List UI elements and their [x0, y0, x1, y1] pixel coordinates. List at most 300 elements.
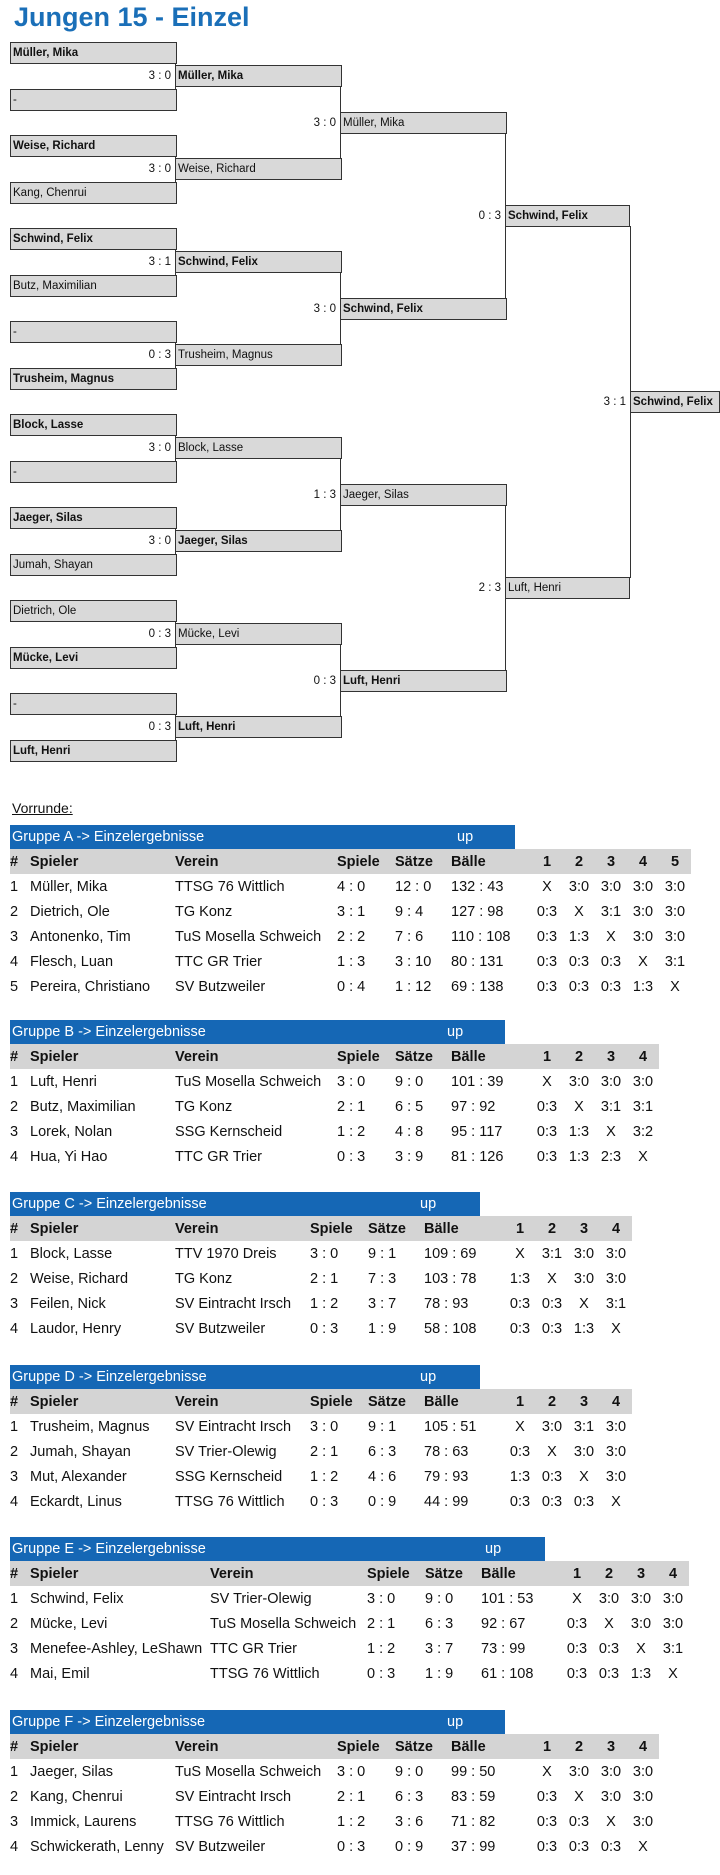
club-cell: TG Konz: [175, 903, 233, 920]
group-results-table: [10, 1389, 632, 1514]
club-cell: TG Konz: [175, 1098, 233, 1115]
table-cell: 1:3: [568, 928, 590, 945]
table-cell: X: [638, 1838, 648, 1855]
column-header: Sätze: [425, 1561, 481, 1586]
column-header: #: [10, 849, 30, 874]
column-header: #: [10, 1389, 30, 1414]
table-cell: 1 : 9: [425, 1665, 454, 1682]
table-cell: 0:3: [509, 1320, 531, 1337]
column-header: Spieler: [30, 1216, 175, 1241]
up-link[interactable]: up: [485, 1541, 502, 1557]
table-row: [10, 1094, 659, 1119]
club-cell: TTSG 76 Wittlich: [175, 878, 285, 895]
table-cell: 2: [10, 1615, 19, 1632]
table-cell: X: [542, 1763, 552, 1780]
bracket-player-box: -: [10, 461, 177, 483]
bracket-connector: [175, 342, 176, 369]
table-cell: 3:1: [662, 1640, 684, 1657]
bracket-player-box: Luft, Henri: [175, 716, 342, 738]
player-name-cell: Laudor, Henry: [30, 1320, 122, 1337]
table-cell: 3:0: [573, 1443, 595, 1460]
table-cell: 1: [10, 878, 19, 895]
player-name-cell: Schwickerath, Lenny: [30, 1838, 164, 1855]
table-row: [10, 1119, 659, 1144]
bracket-player-box: Trusheim, Magnus: [10, 368, 177, 390]
column-header: Verein: [175, 1216, 310, 1241]
table-cell: 1 : 2: [310, 1295, 339, 1312]
column-header: 2: [536, 1216, 568, 1241]
table-cell: 3:0: [541, 1418, 563, 1435]
table-header-row: [10, 1389, 632, 1414]
table-cell: 3:0: [632, 878, 654, 895]
table-cell: 1:3: [568, 1123, 590, 1140]
table-cell: X: [636, 1640, 646, 1657]
table-cell: 9 : 4: [395, 903, 424, 920]
bracket-connector: [340, 86, 341, 159]
club-cell: TuS Mosella Schweich: [210, 1615, 357, 1632]
column-header: 4: [627, 1044, 659, 1069]
table-cell: 3 : 10: [395, 953, 432, 970]
table-cell: 1:3: [573, 1320, 595, 1337]
bracket-player-box: Trusheim, Magnus: [175, 344, 342, 366]
table-cell: 3 : 0: [367, 1590, 396, 1607]
player-name-cell: Dietrich, Ole: [30, 903, 110, 920]
table-cell: 101 : 53: [481, 1590, 534, 1607]
table-cell: 0:3: [568, 978, 590, 995]
table-cell: 3:0: [630, 1590, 652, 1607]
table-cell: 0 : 9: [395, 1838, 424, 1855]
bracket-player-box: Jaeger, Silas: [340, 484, 507, 506]
table-row: [10, 1069, 659, 1094]
player-name-cell: Mut, Alexander: [30, 1468, 127, 1485]
table-cell: 0:3: [541, 1320, 563, 1337]
column-header: Spiele: [337, 849, 395, 874]
table-cell: 3:1: [541, 1245, 563, 1262]
table-cell: X: [547, 1443, 557, 1460]
table-cell: 0:3: [598, 1665, 620, 1682]
group-header: [10, 1365, 480, 1389]
club-cell: SV Butzweiler: [175, 978, 266, 995]
table-row: [10, 1759, 659, 1784]
column-header: Spiele: [310, 1389, 368, 1414]
player-name-cell: Luft, Henri: [30, 1073, 97, 1090]
column-header: Sätze: [395, 1044, 451, 1069]
club-cell: SV Eintracht Irsch: [175, 1295, 292, 1312]
table-cell: 1:3: [509, 1270, 531, 1287]
table-cell: 1 : 2: [367, 1640, 396, 1657]
bracket-player-box: Mücke, Levi: [175, 623, 342, 645]
table-cell: 3:0: [568, 878, 590, 895]
table-cell: 0 : 4: [337, 978, 366, 995]
club-cell: TG Konz: [175, 1270, 233, 1287]
table-cell: 3:1: [600, 1098, 622, 1115]
table-cell: 6 : 3: [368, 1443, 397, 1460]
column-header: 2: [593, 1561, 625, 1586]
bracket-player-box: Schwind, Felix: [340, 298, 507, 320]
bracket-player-box: -: [10, 89, 177, 111]
table-cell: X: [670, 978, 680, 995]
table-cell: X: [515, 1245, 525, 1262]
table-cell: 3: [10, 1640, 19, 1657]
club-cell: SV Trier-Olewig: [210, 1590, 312, 1607]
bracket-match-score: 0 : 3: [313, 674, 336, 687]
bracket-connector: [175, 528, 176, 555]
column-header: 3: [625, 1561, 657, 1586]
bracket-connector: [340, 458, 341, 531]
table-cell: 4: [10, 1838, 19, 1855]
bracket-player-box: Schwind, Felix: [505, 205, 630, 227]
bracket-player-box: Schwind, Felix: [175, 251, 342, 273]
page-title: Jungen 15 - Einzel: [14, 2, 250, 32]
bracket-connector: [175, 156, 176, 183]
up-link[interactable]: up: [420, 1369, 437, 1385]
club-cell: TTSG 76 Wittlich: [175, 1813, 285, 1830]
club-cell: SV Butzweiler: [175, 1320, 266, 1337]
table-cell: 4: [10, 953, 19, 970]
column-header: Bälle: [481, 1561, 561, 1586]
club-cell: SV Eintracht Irsch: [175, 1418, 292, 1435]
column-header: Verein: [175, 1389, 310, 1414]
table-cell: 2: [10, 1270, 19, 1287]
table-cell: X: [606, 928, 616, 945]
table-cell: 3:0: [568, 1073, 590, 1090]
bracket-connector: [175, 435, 176, 462]
player-name-cell: Feilen, Nick: [30, 1295, 106, 1312]
column-header: Verein: [175, 849, 337, 874]
table-cell: 101 : 39: [451, 1073, 504, 1090]
column-header: Spieler: [30, 1389, 175, 1414]
column-header: Sätze: [395, 1734, 451, 1759]
group-block: [10, 1192, 632, 1341]
table-cell: X: [579, 1295, 589, 1312]
table-row: [10, 1464, 632, 1489]
table-row: [10, 1636, 689, 1661]
bracket-match-score: 3 : 0: [148, 70, 171, 83]
table-cell: 3:1: [664, 953, 686, 970]
bracket-connector: [175, 714, 176, 741]
table-cell: 37 : 99: [451, 1838, 496, 1855]
bracket-match-score: 3 : 0: [313, 116, 336, 129]
table-cell: 109 : 69: [424, 1245, 477, 1262]
table-cell: 9 : 0: [395, 1763, 424, 1780]
table-cell: 0:3: [541, 1295, 563, 1312]
column-header: 3: [568, 1389, 600, 1414]
table-cell: 3 : 9: [395, 1148, 424, 1165]
table-cell: 0:3: [568, 1838, 590, 1855]
column-header: 2: [563, 849, 595, 874]
group-results-table: [10, 1044, 659, 1169]
table-cell: 3: [10, 928, 19, 945]
column-header: 1: [531, 1044, 563, 1069]
table-cell: 0:3: [536, 928, 558, 945]
table-cell: X: [515, 1418, 525, 1435]
table-cell: 69 : 138: [451, 978, 504, 995]
bracket-player-box: Block, Lasse: [175, 437, 342, 459]
group-header: [10, 825, 515, 849]
player-name-cell: Müller, Mika: [30, 878, 108, 895]
table-cell: 0:3: [598, 1640, 620, 1657]
table-cell: 7 : 3: [368, 1270, 397, 1287]
column-header: #: [10, 1561, 30, 1586]
group-header: [10, 1020, 505, 1044]
table-header-row: [10, 1216, 632, 1241]
table-cell: 1:3: [632, 978, 654, 995]
bracket-match-score: 2 : 3: [478, 581, 501, 594]
table-cell: 58 : 108: [424, 1320, 477, 1337]
table-cell: 3:0: [662, 1615, 684, 1632]
column-header: Bälle: [424, 1389, 504, 1414]
table-cell: 3:0: [605, 1468, 627, 1485]
bracket-match-score: 3 : 0: [148, 442, 171, 455]
player-name-cell: Eckardt, Linus: [30, 1493, 122, 1510]
table-cell: 6 : 3: [395, 1788, 424, 1805]
bracket-match-score: 3 : 0: [313, 302, 336, 315]
table-cell: 83 : 59: [451, 1788, 496, 1805]
table-row: [10, 874, 691, 899]
table-cell: 3:0: [605, 1418, 627, 1435]
up-link[interactable]: up: [447, 1024, 464, 1040]
table-cell: 3:0: [568, 1763, 590, 1780]
table-cell: 6 : 3: [425, 1615, 454, 1632]
bracket-connector: [175, 621, 176, 648]
table-cell: 3: [10, 1123, 19, 1140]
table-row: [10, 1439, 632, 1464]
column-header: Bälle: [451, 1734, 531, 1759]
table-cell: 3:0: [664, 928, 686, 945]
table-cell: 3:0: [600, 878, 622, 895]
column-header: 4: [657, 1561, 689, 1586]
group-block: [10, 1020, 659, 1169]
table-cell: 1 : 2: [337, 1813, 366, 1830]
up-link[interactable]: up: [447, 1714, 464, 1730]
club-cell: TuS Mosella Schweich: [175, 1073, 322, 1090]
table-cell: 0 : 3: [367, 1665, 396, 1682]
table-cell: 0:3: [568, 953, 590, 970]
table-cell: 0:3: [509, 1295, 531, 1312]
up-link[interactable]: up: [420, 1196, 437, 1212]
table-cell: 9 : 0: [395, 1073, 424, 1090]
player-name-cell: Menefee-Ashley, LeShawn: [30, 1640, 203, 1657]
table-row: [10, 1489, 632, 1514]
bracket-player-box: Butz, Maximilian: [10, 275, 177, 297]
player-name-cell: Immick, Laurens: [30, 1813, 137, 1830]
table-cell: 0 : 3: [337, 1838, 366, 1855]
group-title-link[interactable]: Gruppe C -> Einzelergebnisse: [12, 1196, 207, 1212]
table-row: [10, 1414, 632, 1439]
table-cell: 3:0: [662, 1590, 684, 1607]
column-header: Spiele: [310, 1216, 368, 1241]
table-cell: 2: [10, 1788, 19, 1805]
bracket-connector: [340, 272, 341, 345]
player-name-cell: Flesch, Luan: [30, 953, 114, 970]
table-cell: 3:0: [605, 1443, 627, 1460]
club-cell: TTSG 76 Wittlich: [175, 1493, 285, 1510]
bracket-connector: [630, 226, 631, 578]
group-title-link[interactable]: Gruppe A -> Einzelergebnisse: [12, 829, 205, 845]
table-cell: 0 : 9: [368, 1493, 397, 1510]
table-cell: 132 : 43: [451, 878, 504, 895]
bracket-match-score: 3 : 0: [148, 163, 171, 176]
table-cell: 78 : 63: [424, 1443, 469, 1460]
table-cell: 1: [10, 1590, 19, 1607]
table-cell: 0 : 3: [310, 1493, 339, 1510]
table-cell: 12 : 0: [395, 878, 432, 895]
vorrunde-label: Vorrunde:: [12, 800, 73, 816]
bracket-player-box: Schwind, Felix: [10, 228, 177, 250]
table-cell: 97 : 92: [451, 1098, 496, 1115]
table-cell: 81 : 126: [451, 1148, 504, 1165]
table-cell: 2 : 1: [337, 1098, 366, 1115]
table-cell: 0:3: [568, 1813, 590, 1830]
bracket-player-box: Luft, Henri: [505, 577, 630, 599]
table-cell: 3 : 0: [310, 1418, 339, 1435]
table-cell: 3:0: [632, 928, 654, 945]
table-cell: 2 : 1: [337, 1788, 366, 1805]
bracket-match-score: 0 : 3: [148, 721, 171, 734]
column-header: 3: [595, 849, 627, 874]
table-cell: 0:3: [573, 1493, 595, 1510]
bracket-player-box: Jaeger, Silas: [175, 530, 342, 552]
table-row: [10, 974, 691, 999]
table-cell: 4: [10, 1148, 19, 1165]
table-cell: 4: [10, 1320, 19, 1337]
table-cell: 79 : 93: [424, 1468, 469, 1485]
table-cell: 4: [10, 1665, 19, 1682]
bracket-match-score: 3 : 1: [148, 256, 171, 269]
table-cell: 73 : 99: [481, 1640, 526, 1657]
player-name-cell: Mai, Emil: [30, 1665, 90, 1682]
table-row: [10, 1809, 659, 1834]
group-header: [10, 1192, 480, 1216]
table-cell: X: [668, 1665, 678, 1682]
bracket-connector: [175, 63, 176, 90]
table-cell: 1 : 12: [395, 978, 432, 995]
column-header: 3: [568, 1216, 600, 1241]
table-cell: 3:0: [600, 1788, 622, 1805]
club-cell: TuS Mosella Schweich: [175, 1763, 322, 1780]
table-cell: 44 : 99: [424, 1493, 469, 1510]
column-header: Spiele: [367, 1561, 425, 1586]
table-cell: X: [572, 1590, 582, 1607]
bracket-player-box: Mücke, Levi: [10, 647, 177, 669]
bracket-match-score: 0 : 3: [478, 209, 501, 222]
table-header-row: [10, 1044, 659, 1069]
player-name-cell: Kang, Chenrui: [30, 1788, 123, 1805]
table-cell: X: [611, 1493, 621, 1510]
table-cell: 0:3: [536, 953, 558, 970]
group-results-table: [10, 1561, 689, 1686]
table-cell: 3 : 0: [310, 1245, 339, 1262]
table-cell: 0:3: [536, 1813, 558, 1830]
table-cell: 0:3: [566, 1615, 588, 1632]
column-header: 2: [563, 1044, 595, 1069]
group-title-link[interactable]: Gruppe F -> Einzelergebnisse: [12, 1714, 206, 1730]
table-header-row: [10, 1734, 659, 1759]
group-title-link[interactable]: Gruppe D -> Einzelergebnisse: [12, 1369, 207, 1385]
table-cell: 5: [10, 978, 19, 995]
club-cell: TTC GR Trier: [175, 1148, 262, 1165]
column-header: Spieler: [30, 1044, 175, 1069]
bracket-player-box: Luft, Henri: [10, 740, 177, 762]
table-cell: 0:3: [541, 1493, 563, 1510]
table-cell: 9 : 0: [425, 1590, 454, 1607]
table-cell: 0:3: [566, 1665, 588, 1682]
bracket-player-box: -: [10, 693, 177, 715]
player-name-cell: Block, Lasse: [30, 1245, 113, 1262]
club-cell: SV Trier-Olewig: [175, 1443, 277, 1460]
column-header: 1: [504, 1216, 536, 1241]
table-cell: 105 : 51: [424, 1418, 477, 1435]
tournament-bracket: [0, 0, 720, 790]
up-link[interactable]: up: [457, 829, 474, 845]
player-name-cell: Jumah, Shayan: [30, 1443, 131, 1460]
table-cell: 92 : 67: [481, 1615, 526, 1632]
table-cell: X: [638, 1148, 648, 1165]
table-cell: 2 : 1: [310, 1270, 339, 1287]
table-cell: 3: [10, 1295, 19, 1312]
bracket-player-box: Jaeger, Silas: [10, 507, 177, 529]
table-row: [10, 1291, 632, 1316]
table-cell: X: [606, 1813, 616, 1830]
group-block: [10, 1537, 689, 1686]
table-cell: 3:0: [573, 1245, 595, 1262]
bracket-match-score: 3 : 1: [603, 395, 626, 408]
table-cell: X: [611, 1320, 621, 1337]
group-title-link[interactable]: Gruppe E -> Einzelergebnisse: [12, 1541, 206, 1557]
bracket-player-box: -: [10, 321, 177, 343]
table-cell: 2: [10, 903, 19, 920]
table-cell: 0:3: [536, 1123, 558, 1140]
table-cell: 3 : 7: [368, 1295, 397, 1312]
table-cell: X: [542, 1073, 552, 1090]
group-block: [10, 1710, 659, 1859]
table-cell: 3:2: [632, 1123, 654, 1140]
group-results-table: [10, 1734, 659, 1859]
club-cell: SSG Kernscheid: [175, 1123, 283, 1140]
table-cell: 2: [10, 1443, 19, 1460]
club-cell: SV Butzweiler: [175, 1838, 266, 1855]
table-row: [10, 1611, 689, 1636]
column-header: Sätze: [368, 1216, 424, 1241]
table-cell: 95 : 117: [451, 1123, 503, 1140]
column-header: #: [10, 1734, 30, 1759]
table-cell: 0:3: [536, 978, 558, 995]
table-row: [10, 1586, 689, 1611]
table-cell: 1 : 9: [368, 1320, 397, 1337]
column-header: 4: [627, 1734, 659, 1759]
table-cell: 71 : 82: [451, 1813, 496, 1830]
player-name-cell: Lorek, Nolan: [30, 1123, 113, 1140]
table-cell: 3:0: [600, 1763, 622, 1780]
table-cell: 0:3: [509, 1443, 531, 1460]
table-row: [10, 1241, 632, 1266]
bracket-player-box: Jumah, Shayan: [10, 554, 177, 576]
bracket-connector: [505, 505, 506, 671]
column-header: 5: [659, 849, 691, 874]
table-cell: 3 : 0: [337, 1073, 366, 1090]
table-cell: 2 : 2: [337, 928, 366, 945]
table-cell: 3:1: [605, 1295, 627, 1312]
table-cell: 0:3: [536, 1838, 558, 1855]
club-cell: TTSG 76 Wittlich: [210, 1665, 320, 1682]
bracket-match-score: 1 : 3: [313, 488, 336, 501]
player-name-cell: Mücke, Levi: [30, 1615, 108, 1632]
club-cell: TTC GR Trier: [175, 953, 262, 970]
group-title-link[interactable]: Gruppe B -> Einzelergebnisse: [12, 1024, 206, 1040]
table-cell: 1: [10, 1073, 19, 1090]
table-cell: 2 : 1: [310, 1443, 339, 1460]
table-cell: 0 : 3: [310, 1320, 339, 1337]
